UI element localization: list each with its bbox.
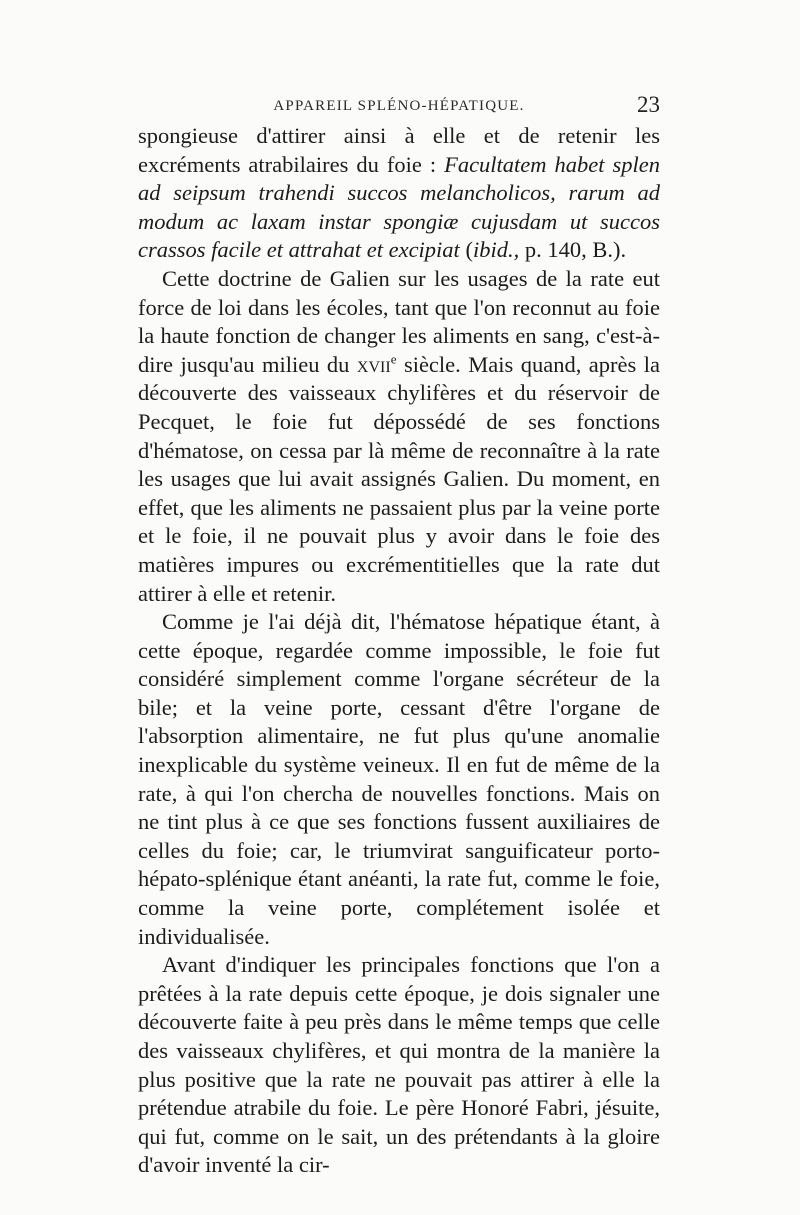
paragraph-1 bbox=[138, 122, 660, 265]
running-title: APPAREIL SPLÉNO-HÉPATIQUE. bbox=[273, 98, 525, 114]
citation-reference: p. 140, B.). bbox=[519, 237, 627, 263]
body-text bbox=[138, 122, 660, 1180]
paragraph-4: Avant d'indiquer les principales fonctions que l'on a prêtées à la rate depuis cette époque, je dois signaler une découverte faite à peu près dans le même temps que celle des vaisseaux chylifères, et qui montra de la manière la plus positive que la rate ne pouvait pas attirer à elle la prétendue atrabile du foie. Le père Honoré Fabri, jésuite, qui fut, comme on le sait, un des prétendants à la gloire d'avoir inventé la cir- bbox=[138, 952, 660, 1178]
citation-open: ( bbox=[459, 237, 473, 263]
paragraph-3: Comme je l'ai déjà dit, l'hématose hépatique étant, à cette époque, regardée comme impossible, le foie fut considéré simplement comme l'organe sécréteur de la bile; et la veine porte, cessant d'être l'organe de l'absorption alimentaire, ne fut plus qu'une anomalie inexplicable du système veineux. Il en fut de même de la rate, à qui l'on chercha de nouvelles fonctions. Mais on ne tint plus à ce que ses fonctions fussent auxiliaires de celles du foie; car, le triumvirat sanguificateur porto-hépato-splénique étant anéanti, la rate fut, comme le foie, comme la veine porte, complétement isolée et individualisée. bbox=[138, 609, 660, 949]
paragraph-1-text: spongieuse d'attirer ainsi à elle et de retenir les excréments atrabilaires du foie : bbox=[138, 123, 660, 177]
century-numeral: xvii bbox=[356, 351, 391, 377]
citation-ibid: ibid., bbox=[472, 237, 520, 263]
century-superscript: e bbox=[390, 351, 397, 367]
page-header bbox=[138, 92, 660, 122]
paragraph-2-text-end: siècle. Mais quand, après la découverte des vaisseaux chylifères et du réservoir de Pecquet, le foie fut dépossédé de ses fonctions d'hématose, on cessa par là même de reconnaître à la rate les usages que lui avait assignés Galien. Du moment, en effet, que les aliments ne passaient plus par la veine porte et le foie, il ne pouvait plus y avoir dans le foie des matières impures ou excrémentitielles que la rate dut attirer à elle et retenir. bbox=[138, 351, 660, 606]
latin-quotation: Facultatem habet splen ad seipsum trahendi succos melancholicos, rarum ad modum ac laxam instar spongiæ cujusdam ut succos crassos facile et attrahat et excipiat bbox=[138, 151, 661, 263]
page-number: 23 bbox=[637, 92, 660, 117]
paragraph-2 bbox=[138, 265, 660, 608]
paragraph-2-text-start: Cette doctrine de Galien sur les usages de la rate eut force de loi dans les écoles, tant que l'on reconnut au foie la haute fonction de changer les aliments en sang, c'est-à-dire jusqu'au milieu du bbox=[138, 265, 660, 377]
